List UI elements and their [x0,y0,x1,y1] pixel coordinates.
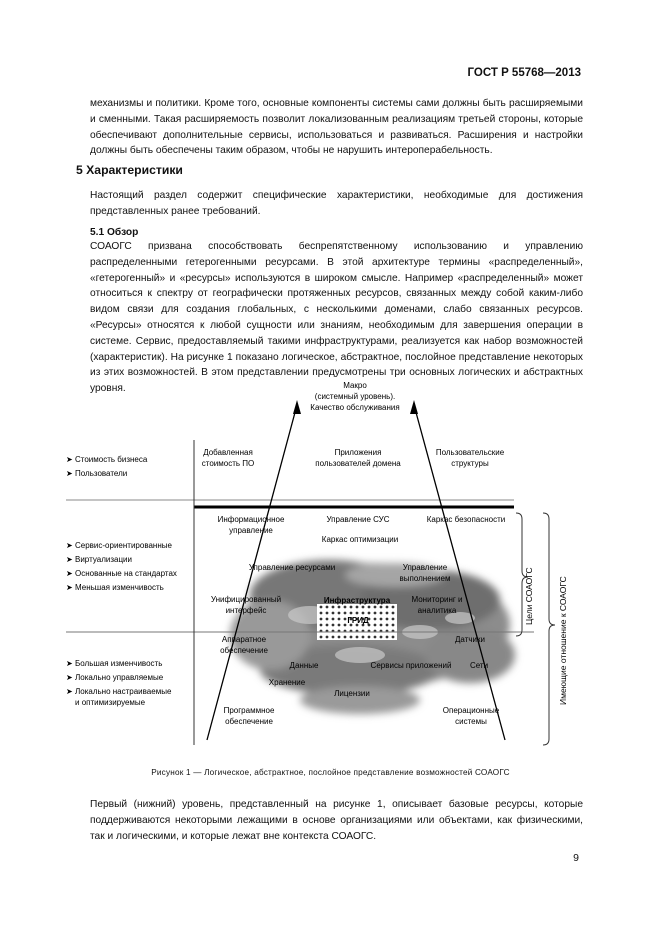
related-label: Имеющие отношение к СОАОГС [558,576,568,705]
svg-text:➤: ➤ [66,583,73,592]
left-mid-item-2: Виртуализации [75,555,132,564]
figure-caption: Рисунок 1 — Логическое, абстрактное, послойное представление возможностей СОАОГС [151,768,510,777]
unified-if-1: Унифицированный [210,595,282,604]
svg-text:➤: ➤ [66,659,73,668]
top-label-1: Макро [343,381,367,390]
top-label-2: (системный уровень). [314,392,396,401]
resource-mgmt: Управление ресурсами [248,563,336,572]
wfms-mgmt: Управление СУС [326,515,390,524]
os-1: Операционные [442,706,500,715]
figure-1 [0,370,661,790]
info-mgmt-2: управление [229,526,273,535]
svg-text:➤: ➤ [66,569,73,578]
licenses-label: Лицензии [334,689,370,698]
svg-text:➤: ➤ [66,541,73,550]
svg-text:➤: ➤ [66,673,73,682]
section-5-heading: 5 Характеристики [76,163,183,177]
svg-text:➤: ➤ [66,687,73,696]
networks-label: Сети [469,661,489,670]
paragraph-first-level: Первый (нижний) уровень, представленный на рисунке 1, описывает базовые ресурсы, которые поддерживаются некоторыми лежащими в основе организациями или объектами, как физическими, так и логическими, и которые лежат вне контекста СОАОГС. [90,799,583,842]
paragraph-section5: Настоящий раздел содержит специфические характеристики, необходимые для достижения представленных ранее требований. [90,190,583,217]
hardware-1: Аппаратное [221,635,267,644]
section-5-1-heading: 5.1 Обзор [90,227,139,238]
left-bot-item-2: Локально управляемые [75,673,164,682]
page-number: 9 [573,852,579,864]
svg-text:➤: ➤ [66,555,73,564]
col3-line1: Пользовательские [435,448,505,457]
sensors-label: Датчики [455,635,485,644]
left-bot-item-3: Локально настраиваемые [75,687,172,696]
security-frame: Каркас безопасности [426,515,506,524]
col1-line1: Добавленная [203,448,253,457]
unified-if-2: интерфейс [225,606,267,615]
paragraph-intro: механизмы и политики. Кроме того, основные компоненты системы сами должны быть расширяемыми и сменными. Такая расширяемость позволит локализованным реализациям третьей стороны, которые обеспечивают дополнительные сервисы, использоваться и развиваться. Расширения и настройки должны быть обеспечены таким образом, чтобы не нарушить интероперабельность. [90,98,583,157]
col2-line2: пользователей домена [315,459,401,468]
left-mid-item-1: Сервис-ориентированные [75,541,172,550]
software-2: обеспечение [225,717,273,726]
svg-text:➤: ➤ [66,469,73,478]
exec-mgmt-1: Управление [402,563,448,572]
col3-line2: структуры [451,459,489,468]
monitoring-2: аналитика [417,606,457,615]
left-mid-item-3: Основанные на стандартах [75,569,177,578]
storage-label: Хранение [268,678,306,687]
left-arrow-glyph: ➤ [66,455,73,464]
goals-label: Цели СОАОГС [524,567,534,625]
grid-label: ГРИД [347,616,369,625]
left-bot-item-4: и оптимизируемые [75,698,146,707]
paragraph-overview: СОАОГС призвана способствовать беспрепятственному использованию и управлению распределенными гетерогенными ресурсами. В этой архитектуре термины «распределенный», «гетерогенный» и «ресурсы» используются в широком смысле. Например «распределенный» может относиться к спектру от географически протяженных ресурсов, связанных между собой каким-либо видом связи для создания глобальных, с несколькими доменами, слабо связанных ресурсов. «Ресурсы» относятся к любой сущности или знаниям, необходимым для завершения операции в системе. Сервис, предоставляемый такими инфраструктурами, реализуется как набор возможностей (характеристик). На рисунке 1 показано логическое, абстрактное, послойное представление некоторых из этих возможностей. В этом представлении предусмотрены три основных логических и абстрактных уровня. [90,241,583,395]
exec-mgmt-2: выполнением [399,574,451,583]
software-1: Программное [223,706,275,715]
figure-diagram [0,370,661,770]
top-label-3: Качество обслуживания [310,403,400,412]
col1-line2: стоимость ПО [201,459,255,468]
left-top-item-2: Пользователи [75,469,128,478]
left-mid-item-4: Меньшая изменчивость [75,583,164,592]
left-bot-item-1: Большая изменчивость [75,659,163,668]
document-header: ГОСТ Р 55768—2013 [467,67,581,79]
os-2: системы [455,717,487,726]
data-label: Данные [289,661,319,670]
col2-line1: Приложения [334,448,382,457]
left-top-item-1: Стоимость бизнеса [75,455,148,464]
info-mgmt-1: Информационное [217,515,285,524]
monitoring-1: Мониторинг и [411,595,463,604]
hardware-2: обеспечение [220,646,268,655]
infrastructure-label: Инфраструктура [323,596,391,605]
app-services-label: Сервисы приложений [370,661,452,670]
optimization-frame: Каркас оптимизации [321,535,399,544]
